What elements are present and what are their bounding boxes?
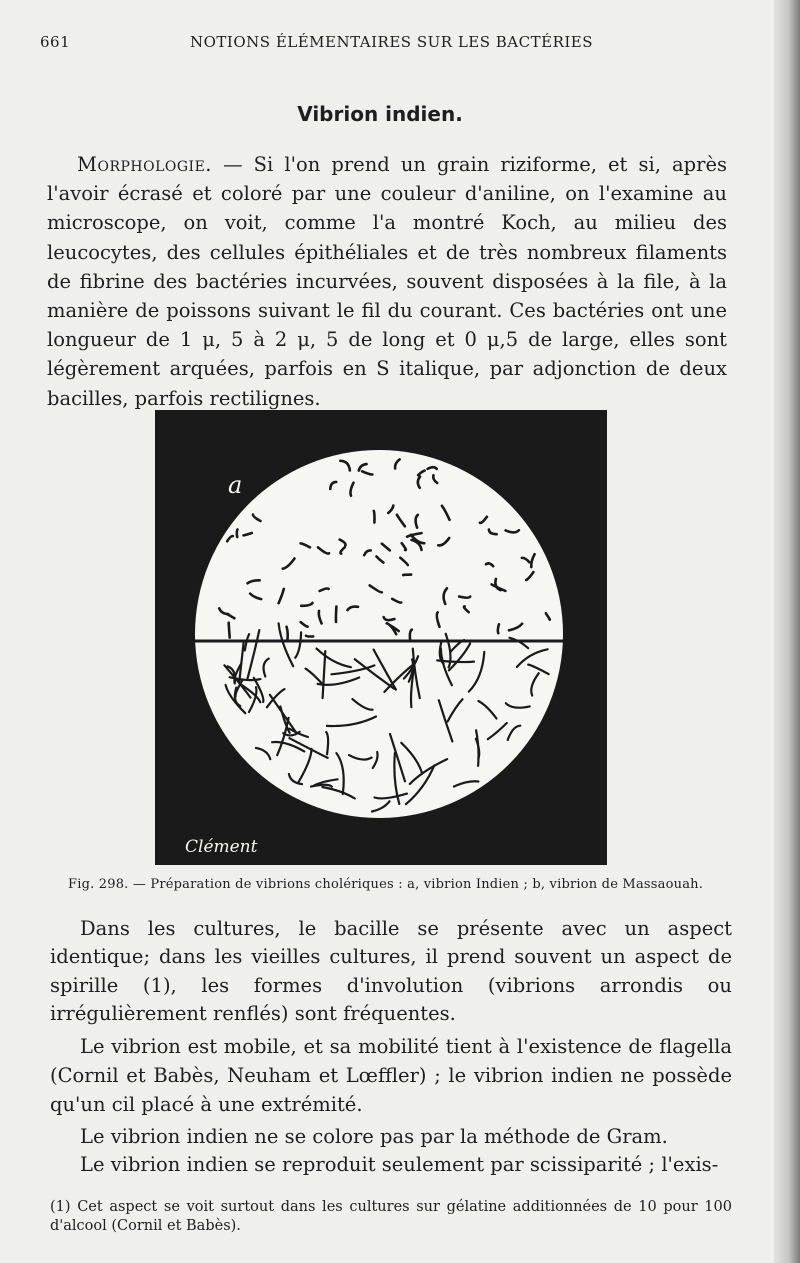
running-header	[40, 33, 740, 55]
figure-microscope-plate	[155, 410, 607, 865]
page-edge-shadow	[774, 0, 800, 1263]
bacterium	[459, 597, 470, 598]
footnote: (1) Cet aspect se voit surtout dans les cultures sur gélatine additionnées de 10 pour 100 d'alcool (Cornil et Babès).	[50, 1199, 732, 1234]
microscope-field	[195, 450, 563, 818]
bacterium	[403, 575, 411, 576]
paragraph-reproduction	[50, 1150, 732, 1179]
bacterium	[306, 636, 313, 637]
bacterium	[287, 627, 288, 641]
bacterium	[498, 624, 499, 633]
paragraph-mobility-text: Le vibrion est mobile, et sa mobilité tient à l'existence de flagella (Cornil et Babès, Neuham et Lœffler) ; le vibrion indien ne possède qu'un cil placé à une extrémité.	[50, 1035, 732, 1116]
paragraph-morphologie	[47, 150, 727, 413]
paragraph-reproduction-text: Le vibrion indien se reproduit seulement par scissiparité ; l'exis-	[80, 1153, 719, 1176]
paragraph-gram	[50, 1122, 732, 1151]
paragraph-cultures	[50, 915, 732, 1029]
bacterium	[237, 530, 238, 538]
paragraph-lead: Morphologie.	[77, 153, 212, 176]
paragraph-mobility	[50, 1033, 732, 1119]
page-number: 661	[40, 33, 71, 51]
artist-signature: Clément	[185, 837, 258, 857]
figure-caption: Fig. 298. — Préparation de vibrions cholériques : a, vibrion Indien ; b, vibrion de Massaouah.	[68, 877, 704, 892]
running-title: NOTIONS ÉLÉMENTAIRES SUR LES BACTÉRIES	[190, 33, 594, 51]
bacterium	[229, 623, 230, 638]
label-b: b	[533, 759, 549, 787]
bacterium	[374, 511, 375, 523]
paragraph-body: — Si l'on prend un grain riziforme, et si, après l'avoir écrasé et coloré par une couleur d'aniline, on l'examine au microscope, on voit, comme l'a montré Koch, au milieu des leucocytes, des cellules épithéliales et de très nombreux filaments de fibrine des bactéries incurvées, souvent disposées à la file, à la manière de poissons suivant le fil du courant. Ces bactéries ont une longueur de 1 μ, 5 à 2 μ, 5 de long et 0 μ,5 de large, elles sont légèrement arquées, parfois en S italique, par adjonction de deux bacilles, parfois rectilignes.	[47, 153, 727, 410]
paragraph-cultures-text: Dans les cultures, le bacille se présente avec un aspect identique; dans les vieilles cultures, il prend souvent un aspect de spirille (1), les formes d'involution (vibrions arrondis ou irrégulièrement renflés) sont fréquentes.	[50, 917, 732, 1026]
section-title: Vibrion indien.	[297, 102, 463, 126]
microscope-plate-image	[155, 410, 607, 865]
label-a: a	[228, 471, 243, 499]
paragraph-gram-text: Le vibrion indien ne se colore pas par la méthode de Gram.	[80, 1125, 668, 1148]
